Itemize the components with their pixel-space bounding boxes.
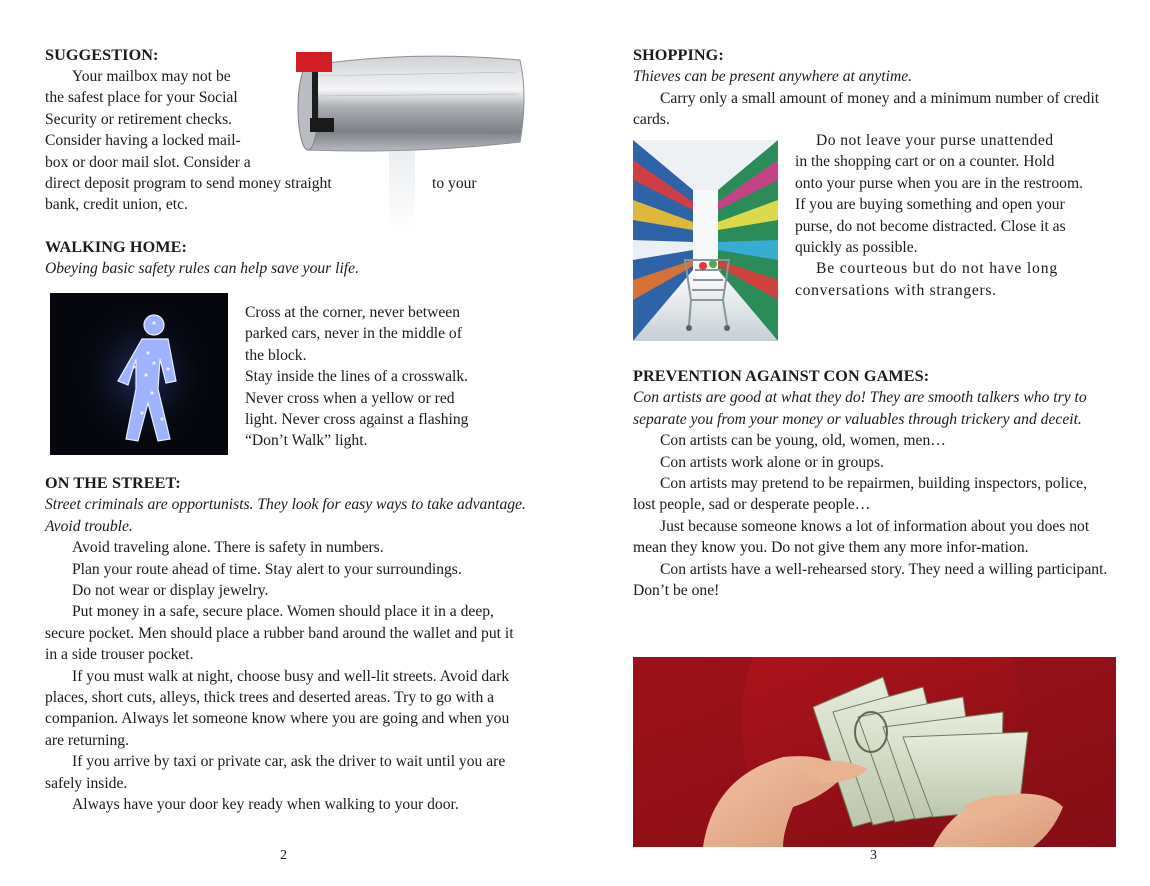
on-the-street-section [45, 473, 529, 816]
walking-line-3: the block. [245, 346, 307, 364]
con-games-lead: Con artists are good at what they do! They are smooth talkers who try to separate you from your money or valuables through trickery and deceit. [633, 389, 1087, 428]
shopping-line-7: Be courteous but do not have long [816, 260, 1058, 278]
suggestion-line-4: Consider having a locked mail- [45, 132, 241, 150]
con-paragraph-2: Con artists work alone or in groups. [660, 453, 884, 471]
on-the-street-lead: Street criminals are opportunists. They look for easy ways to take advantage. Avoid trouble. [45, 496, 526, 535]
walking-home-body [245, 302, 545, 452]
money-hands-illustration [633, 657, 1116, 847]
suggestion-line-6-end: to your [432, 175, 477, 193]
shopping-line-4: If you are buying something and open your [795, 196, 1065, 214]
street-paragraph-2: Plan your route ahead of time. Stay alert to your surroundings. [72, 560, 462, 578]
walk-signal-illustration [50, 293, 228, 455]
walking-line-5: Never cross when a yellow or red [245, 389, 455, 407]
con-paragraph-3: Con artists may pretend to be repairmen, building inspectors, police, lost people, sad or desperate people… [633, 475, 1087, 514]
suggestion-line-1: Your mailbox may not be [72, 68, 231, 85]
mailbox-illustration [286, 46, 528, 236]
con-games-heading: PREVENTION AGAINST CON GAMES: [633, 367, 930, 385]
shopping-line-6: quickly as possible. [795, 239, 918, 257]
on-the-street-heading: ON THE STREET: [45, 474, 181, 492]
street-paragraph-5: If you must walk at night, choose busy and well-lit streets. Avoid dark places, short cuts, alleys, thick trees and deserted areas. Try to go with a companion. Always let someone know where you are going and when you are returning. [45, 667, 510, 749]
street-paragraph-6: If you arrive by taxi or private car, ask the driver to wait until you are safely inside. [45, 753, 506, 792]
suggestion-line-3: Security or retirement checks. [45, 110, 233, 128]
shopping-body [795, 130, 1125, 301]
con-games-section [633, 366, 1113, 601]
page-number-left: 2 [280, 848, 287, 863]
suggestion-heading: SUGGESTION: [45, 46, 159, 64]
street-paragraph-1: Avoid traveling alone. There is safety in numbers. [72, 539, 384, 557]
con-paragraph-4: Just because someone knows a lot of information about you does not mean they know you. Do not give them any more infor-mation. [633, 517, 1090, 557]
walking-line-1: Cross at the corner, never between [245, 304, 461, 321]
con-paragraph-1: Con artists can be young, old, women, men… [660, 432, 946, 450]
walking-line-4: Stay inside the lines of a crosswalk. [245, 368, 469, 386]
supermarket-aisle-illustration [633, 140, 778, 341]
walking-home-section [45, 237, 545, 280]
shopping-lead: Thieves can be present anywhere at anytime. [633, 68, 913, 86]
shopping-line-2: in the shopping cart or on a counter. Hold [795, 153, 1055, 171]
shopping-intro: Carry only a small amount of money and a minimum number of credit cards. [633, 89, 1100, 129]
walking-line-6: light. Never cross against a flashing [245, 411, 469, 429]
walking-home-lead: Obeying basic safety rules can help save your life. [45, 260, 359, 278]
walking-home-heading: WALKING HOME: [45, 238, 188, 256]
con-paragraph-5: Con artists have a well-rehearsed story. They need a willing participant. Don’t be one! [633, 560, 1108, 600]
suggestion-line-6: direct deposit program to send money straight [45, 175, 332, 193]
street-paragraph-7: Always have your door key ready when walking to your door. [72, 796, 459, 814]
walking-line-2: parked cars, never in the middle of [245, 325, 462, 343]
street-paragraph-3: Do not wear or display jewelry. [72, 582, 269, 600]
shopping-line-5: purse, do not become distracted. Close it as [795, 217, 1066, 235]
walking-line-7: “Don’t Walk” light. [245, 432, 368, 450]
suggestion-line-2: the safest place for your Social [45, 89, 238, 107]
suggestion-line-5: box or door mail slot. Consider a [45, 153, 251, 171]
shopping-heading: SHOPPING: [633, 46, 724, 64]
shopping-line-8: conversations with strangers. [795, 281, 997, 299]
shopping-line-3: onto your purse when you are in the restroom. [795, 174, 1083, 192]
shopping-line-1: Do not leave your purse unattended [816, 132, 1054, 149]
shopping-section [633, 45, 1113, 131]
street-paragraph-4: Put money in a safe, secure place. Women should place it in a deep, secure pocket. Men should place a rubber band around the wallet and put it in a side trouser pocket. [45, 603, 514, 664]
page-number-right: 3 [870, 848, 877, 863]
right-page [575, 0, 1150, 886]
suggestion-line-7: bank, credit union, etc. [45, 196, 188, 214]
